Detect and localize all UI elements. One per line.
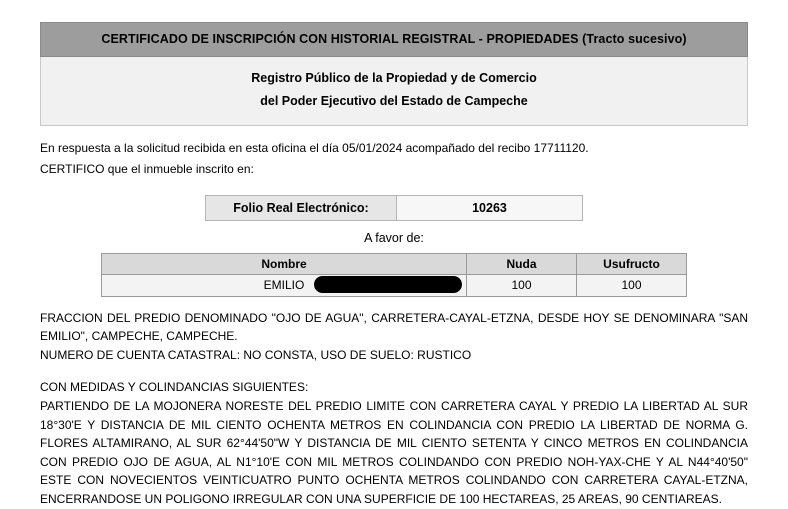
table-row — [102, 274, 687, 296]
description-paragraph-predio: FRACCION DEL PREDIO DENOMINADO "OJO DE AGUA", CARRETERA-CAYAL-ETZNA, DESDE HOY SE DENOMINARA "SAN EMILIO", CAMPECHE, CAMPECHE. — [40, 310, 748, 344]
owner-nuda-cell: 100 — [467, 274, 577, 296]
registry-name-line-2: del Poder Ejecutivo del Estado de Campeche — [260, 94, 528, 109]
column-header-usufructo: Usufructo — [577, 253, 687, 274]
certificate-document — [40, 22, 748, 509]
registry-name-line-1: Registro Público de la Propiedad y de Comercio — [251, 71, 537, 85]
description-paragraph-cuenta: NUMERO DE CUENTA CATASTRAL: NO CONSTA, USO DE SUELO: RUSTICO — [40, 347, 472, 362]
description-paragraph-medidas-title: CON MEDIDAS Y COLINDANCIAS SIGUIENTES: — [40, 380, 309, 395]
table-row — [206, 195, 583, 220]
description-paragraph-medidas: PARTIENDO DE LA MOJONERA NORESTE DEL PREDIO LIMITE CON CARRETERA CAYAL Y PREDIO LA LIBERTAD AL SUR 18°30'E Y DISTANCIA DE MIL CIENTO OCHENTA METROS EN COLINDANCIA CON PREDIO LA LIBERTAD DE NORMA G. FLORES ALTAMIRANO, AL SUR 62°44'50"W Y DISTANCIA DE MIL CIENTO SETENTA Y CINCO METROS EN COLINDANCIA CON PREDIO OJO DE AGUA, AL N1°10'E CON MIL METROS COLINDANDO CON PREDIO NOH-YAX-CHE Y AL N44°40'50" ESTE CON NOVECIENTOS VEINTICUATRO PUNTO OCHENTA METROS COLINDANDO CON CARRETERA CAYAL-ETZNA, ENCERRANDOSE UN POLIGONO IRREGULAR CON UNA SUPERFICIE DE 100 HECTAREAS, 25 AREAS, 90 CENTIAREAS. — [40, 399, 748, 506]
folio-label-cell: Folio Real Electrónico: — [206, 195, 397, 220]
table-header-row — [102, 253, 687, 274]
folio-table-wrapper — [40, 195, 748, 221]
column-header-nuda: Nuda — [467, 253, 577, 274]
column-header-nombre: Nombre — [102, 253, 467, 274]
owner-name-text: EMILIO — [263, 278, 305, 293]
owners-table — [101, 253, 687, 297]
owner-name-inner — [264, 278, 305, 292]
paragraph-spacer — [40, 364, 748, 378]
document-title-bar: CERTIFICADO DE INSCRIPCIÓN CON HISTORIAL REGISTRAL - PROPIEDADES (Tracto sucesivo) — [40, 22, 748, 57]
intro-paragraph — [40, 138, 748, 180]
owners-table-wrapper — [40, 253, 748, 297]
owner-usufructo-cell: 100 — [577, 274, 687, 296]
folio-value-cell: 10263 — [397, 195, 583, 220]
redaction-bar — [314, 276, 462, 293]
intro-line-request: En respuesta a la solicitud recibida en esta oficina el día 05/01/2024 acompañado del recibo 17711120. — [40, 141, 589, 156]
property-description — [40, 309, 748, 509]
intro-line-certify: CERTIFICO que el inmueble inscrito en: — [40, 162, 254, 177]
registry-subtitle-box — [40, 57, 748, 126]
folio-table — [205, 195, 583, 221]
owner-name-cell — [102, 274, 467, 296]
afavor-label: A favor de: — [364, 230, 424, 245]
